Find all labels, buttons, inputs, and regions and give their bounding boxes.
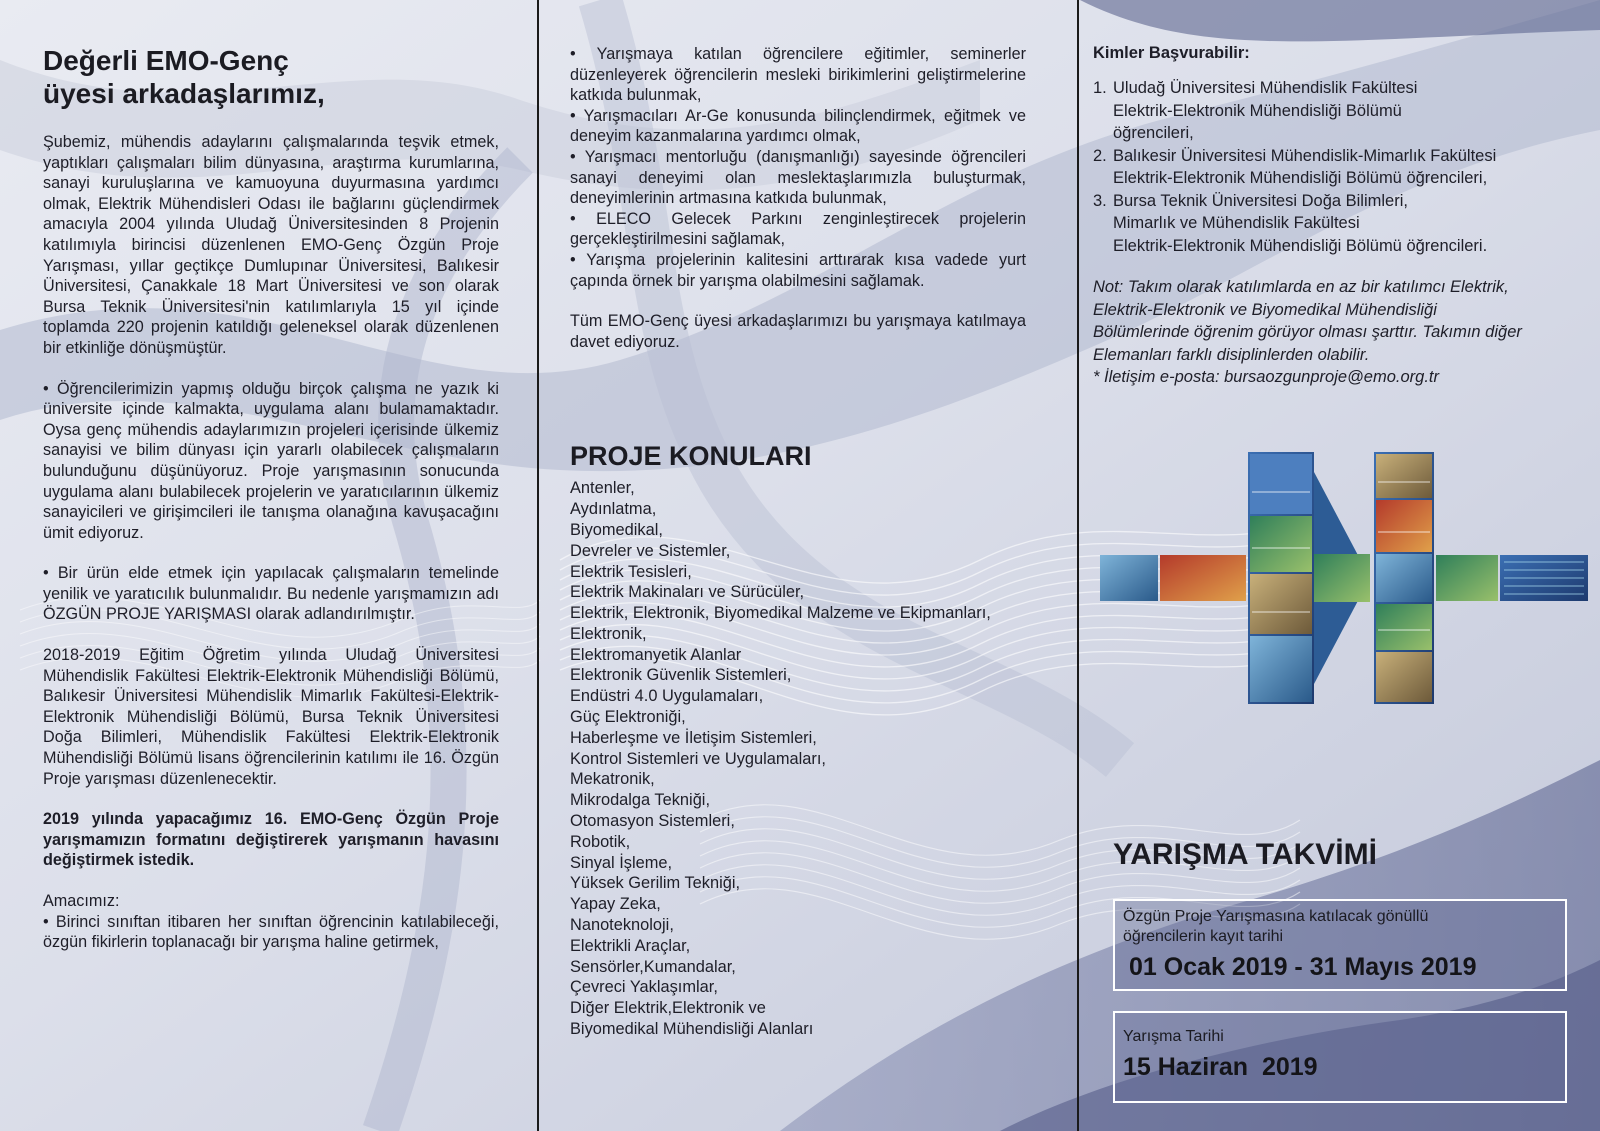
aim-item-3: • Yarışmacıları Ar-Ge konusunda bilinçlendirmek, eğitmek ve deneyim kazanmalarına yardımcı olmak, — [570, 106, 1026, 146]
column-divider-2 — [1077, 0, 1079, 1131]
topic-item: Elektronik, — [570, 624, 647, 643]
eligibility-item — [1093, 190, 1593, 258]
topic-item: Endüstri 4.0 Uygulamaları, — [570, 687, 764, 706]
column-right — [1093, 44, 1593, 389]
invitation-text: Tüm EMO-Genç üyesi arkadaşlarımızı bu yarışmaya katılmaya davet ediyoruz. — [570, 312, 1026, 351]
topic-item: Kontrol Sistemleri ve Uygulamaları, — [570, 749, 826, 768]
note-line: Not: Takım olarak katılımlarda en az bir katılımcı Elektrik, — [1093, 278, 1509, 296]
item-line: Elektrik-Elektronik Mühendisliği Bölümü — [1113, 101, 1402, 120]
topic-item: Elektromanyetik Alanlar — [570, 645, 742, 664]
topic-item: Robotik, — [570, 832, 631, 851]
registration-date: 01 Ocak 2019 - 31 Mayıs 2019 — [1129, 953, 1477, 981]
topic-item: Sensörler,Kumandalar, — [570, 957, 736, 976]
topic-item: Elektrik Makinaları ve Sürücüler, — [570, 583, 805, 602]
eligibility-item — [1093, 77, 1593, 145]
topic-item: Biyomedikal, — [570, 520, 663, 539]
topic-item: Yüksek Gerilim Tekniği, — [570, 874, 741, 893]
aim-item-1: • Birinci sınıftan itibaren her sınıftan öğrencinin katılabileceği, özgün fikirlerin toplanacağı bir yarışma haline getirmek, — [43, 912, 499, 952]
format-change-paragraph: 2019 yılında yapacağımız 16. EMO-Genç Özgün Proje yarışmamızın formatını değiştirerek yarışmanın havasını değiştirmek istedik. — [43, 810, 499, 870]
column-middle — [570, 44, 1026, 1040]
eligibility-item — [1093, 145, 1593, 190]
item-number: 2. — [1093, 146, 1107, 165]
topic-item: Sinyal İşleme, — [570, 853, 673, 872]
topic-item: Antenler, — [570, 479, 635, 498]
originality-paragraph: • Bir ürün elde etmek için yapılacak çalışmaların temelinde yenilik ve yaratıcılık bulunmalıdır. Bu nedenle yarışmamızın adı ÖZGÜN PROJE YARIŞMASI olarak adlandırılmıştır. — [43, 564, 499, 624]
greeting-title-line1: Değerli EMO-Genç — [43, 45, 289, 76]
schedule-title: YARIŞMA TAKVİMİ — [1113, 838, 1377, 871]
students-paragraph: • Öğrencilerimizin yapmış olduğu birçok çalışma ne yazık ki üniversite içinde kalmakta, uygulama alanı bulamamaktadır. Oysa genç mühendis adaylarımızın projeleri içerisinde ülkemiz sanayisi ve bilim dünyası için yararlı olabilecek çalışmaların bulunduğunu düşünüyoruz. Proje yarışmasının sonucunda uygulama alanı bulabilecek projelerin ve yaratıcılarının ülkemiz sanayicileri ve girişimcileri ile tanışma olanağına kavuşacağını ümit ediyoruz. — [43, 379, 499, 542]
note-line: Bölümlerinde öğrenim görüyor olması şarttır. Takımın diğer — [1093, 323, 1522, 341]
competition-date-box — [1113, 1011, 1567, 1103]
registration-label-line1: Özgün Proje Yarışmasına katılacak gönüllü — [1123, 908, 1429, 925]
topic-item: Diğer Elektrik,Elektronik ve — [570, 999, 766, 1018]
topic-item: Devreler ve Sistemler, — [570, 541, 731, 560]
topic-item: Otomasyon Sistemleri, — [570, 812, 735, 831]
item-line: Bursa Teknik Üniversitesi Doğa Bilimleri, — [1113, 191, 1408, 210]
item-line: Balıkesir Üniversitesi Mühendislik-Mimarlık Fakültesi — [1113, 146, 1497, 165]
topic-item: Mekatronik, — [570, 770, 655, 789]
registration-date-box — [1113, 899, 1567, 991]
participation-note — [1093, 276, 1593, 389]
topic-item: Çevreci Yaklaşımlar, — [570, 978, 718, 997]
topic-item: Elektrik Tesisleri, — [570, 562, 692, 581]
aim-label: Amacımız: — [43, 892, 120, 910]
topic-item: Biyomedikal Mühendisliği Alanları — [570, 1020, 814, 1039]
aim-item-2: • Yarışmaya katılan öğrencilere eğitimler, seminerler düzenleyerek öğrencilerin mesleki birikimlerini geliştirmelerine katkıda bulunmak, — [570, 45, 1026, 105]
note-line: Elektrik-Elektronik ve Biyomedikal Mühendisliği — [1093, 300, 1437, 319]
topic-item: Aydınlatma, — [570, 500, 657, 519]
eligibility-list — [1093, 77, 1593, 257]
column-divider-1 — [537, 0, 539, 1131]
item-line: öğrencileri, — [1113, 124, 1194, 142]
topic-item: Elektrikli Araçlar, — [570, 936, 691, 955]
item-line: Mimarlık ve Mühendislik Fakültesi — [1113, 214, 1360, 232]
topic-item: Elektronik Güvenlik Sistemleri, — [570, 666, 792, 685]
aim-item-4: • Yarışmacı mentorluğu (danışmanlığı) sayesinde öğrencileri sanayi deneyimi olan meslektaşlarımızla buluşturmak, deneyimlerinin artmasına katkıda bulunmak, — [570, 147, 1026, 208]
item-line: Elektrik-Elektronik Mühendisliği Bölümü öğrencileri, — [1113, 169, 1488, 187]
topic-item: Yapay Zeka, — [570, 895, 661, 914]
note-line: Elemanları farklı disiplinlerden olabilir. — [1093, 345, 1370, 364]
item-number: 3. — [1093, 191, 1107, 210]
registration-label-line2: öğrencilerin kayıt tarihi — [1123, 928, 1284, 945]
edition-paragraph: 2018-2019 Eğitim Öğretim yılında Uludağ Üniversitesi Mühendislik Fakültesi Elektrik-Elektronik Mühendisliği Bölümü, Balıkesir Üniversitesi Mühendislik Mimarlık Fakültesi-Elektrik-Elektronik Mühendisliği Bölümü, Bursa Teknik Üniversitesi Doğa Bilimleri, Mühendislik Fakültesi Elektrik-Elektronik Mühendisliği Bölümü lisans öğrencilerinin katılımı ile 16. Özgün Proje yarışması düzenlenecektir. — [43, 646, 499, 788]
topic-item: Elektrik, Elektronik, Biyomedikal Malzeme ve Ekipmanları, — [570, 604, 991, 623]
item-line: Elektrik-Elektronik Mühendisliği Bölümü öğrencileri. — [1113, 236, 1488, 255]
item-number: 1. — [1093, 79, 1107, 97]
topic-item: Haberleşme ve İletişim Sistemleri, — [570, 728, 817, 747]
topics-title: PROJE KONULARI — [570, 441, 812, 472]
contact-email: * İletişim e-posta: bursaozgunproje@emo.org.tr — [1093, 368, 1439, 386]
topic-item: Nanoteknoloji, — [570, 916, 674, 935]
aim-item-5: • ELECO Gelecek Parkını zenginleştirecek projelerin gerçekleştirilmesini sağlamak, — [570, 209, 1026, 249]
topics-list — [570, 478, 1026, 1040]
competition-date: 15 Haziran 2019 — [1123, 1053, 1318, 1081]
competition-date-label: Yarışma Tarihi — [1123, 1028, 1224, 1045]
item-line: Uludağ Üniversitesi Mühendislik Fakültesi — [1113, 79, 1418, 97]
technology-collage-arrow — [1100, 452, 1590, 704]
intro-paragraph: Şubemiz, mühendis adaylarını çalışmalarında teşvik etmek, yaptıkları çalışmaları bilim dünyasına, araştırma kurumlarına, sanayi kuruluşlarına ve kamuoyuna duyurmasına yardımcı olmak, Elektrik Mühendisleri Odası ile bağlarını güçlendirmek amacıyla 2004 yılında Uludağ Üniversitesinden 8 Projenin katılımıyla birincisi düzenlenen EMO-Genç Özgün Proje Yarışması, yıllar geçtikçe Dumlupınar Üniversitesi, Balıkesir Üniversitesi, Çanakkale 18 Mart Üniversitesi ve son olarak Bursa Teknik Üniversitesi'nin katılımlarıyla 15 yıl içinde toplamda 220 projenin katıldığı geleneksel olarak düzenlenen bir etkinliğe dönüşmüştür. — [43, 133, 499, 357]
aim-item-6: • Yarışma projelerinin kalitesini arttırarak kısa vadede yurt çapında örnek bir yarışma olabilmesini sağlamak. — [570, 250, 1026, 290]
who-can-apply-title: Kimler Başvurabilir: — [1093, 44, 1250, 62]
topic-item: Güç Elektroniği, — [570, 708, 686, 727]
topic-item: Mikrodalga Tekniği, — [570, 791, 710, 810]
greeting-title-line2: üyesi arkadaşlarımız, — [43, 78, 325, 109]
column-left — [43, 44, 499, 953]
